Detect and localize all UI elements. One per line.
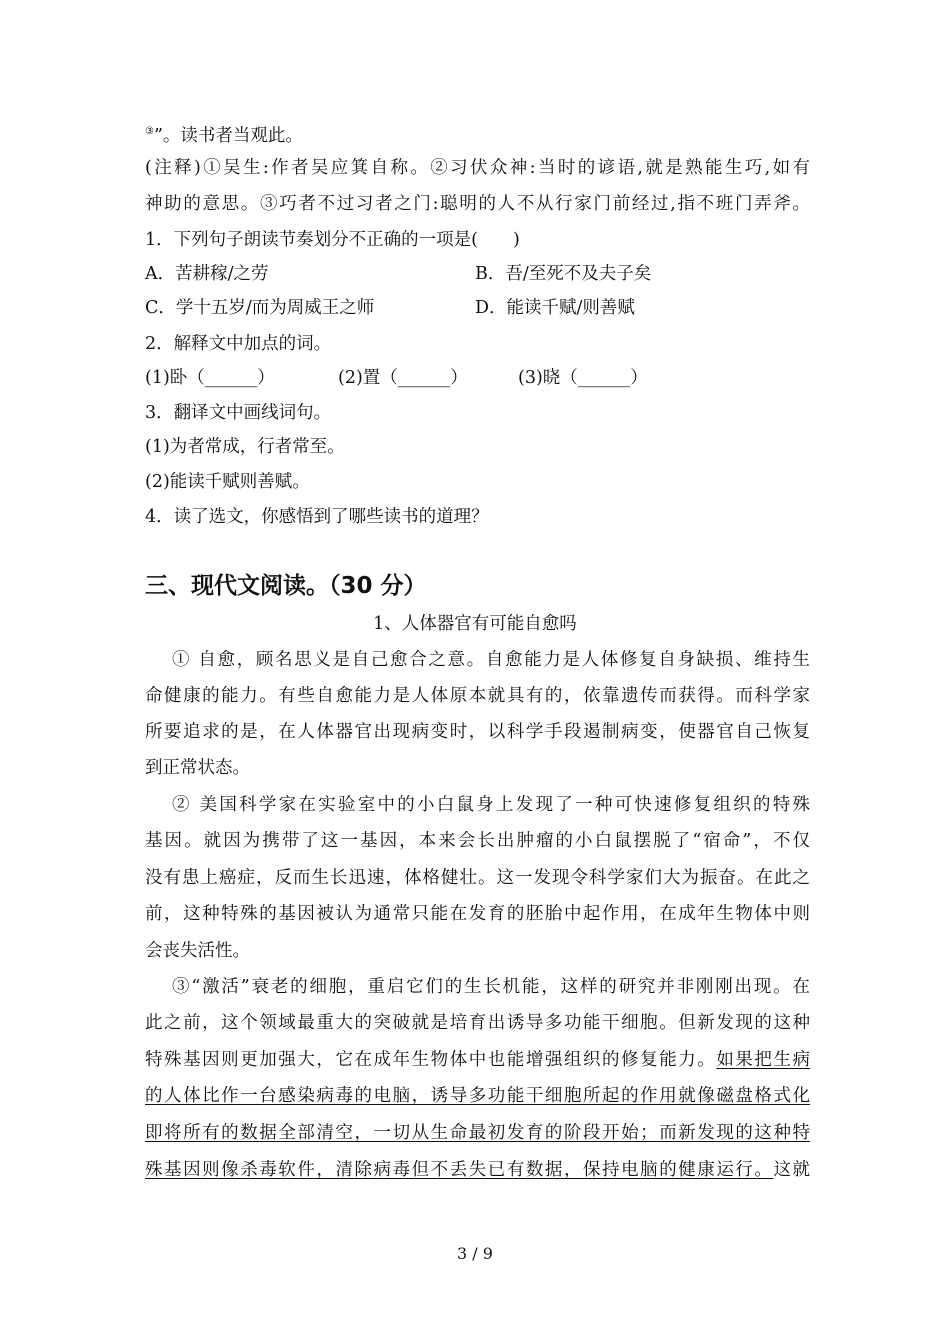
paragraph-3-line-6	[145, 1158, 810, 1182]
question-2-words	[145, 366, 810, 390]
underlined-sentence-part-3: 即将所有的数据全部清空，一切从生命最初发育的阶段开始；而新发现的这种特	[145, 1123, 810, 1143]
notes-line-2: 神助的意思。③巧者不过习者之门:聪明的人不从行家门前经过,指不班门弄斧。	[145, 194, 810, 214]
option-c: C．学十五岁/而为周威王之师	[145, 298, 375, 318]
question-1-stem: 1．下列句子朗读节奏划分不正确的一项是( )	[145, 230, 520, 250]
word-2-blank: (2)置（______）	[338, 368, 468, 388]
paragraph-1-line-2: 命健康的能力。有些自愈能力是人体原本就具有的，依靠遗传而获得。而科学家	[145, 686, 810, 706]
notes-line-1: (注释)①吴生:作者吴应箕自称。②习伏众神:当时的谚语,就是熟能生巧,如有	[145, 158, 810, 178]
paragraph-3-line-3	[145, 1048, 810, 1072]
passage-tail-line	[145, 120, 810, 148]
paragraph-3-line-5	[145, 1121, 810, 1145]
question-3-sentence-2: (2)能读千赋则善赋。	[145, 472, 310, 492]
option-d: D．能读千赋/则善赋	[475, 298, 635, 318]
footnote-mark: ③	[145, 126, 154, 137]
paragraph-2-line-3: 没有患上癌症，反而生长迅速，体格健壮。这一发现令科学家们大为振奋。在此之	[145, 868, 810, 888]
paragraph-1-line-3: 所要追求的是，在人体器官出现病变时，以科学手段遏制病变，使器官自己恢复	[145, 722, 810, 742]
question-1-options-row-1	[145, 262, 810, 286]
section-heading: 三、现代文阅读。（30 分）	[145, 573, 427, 599]
paragraph-3-plain-text: 特殊基因则更加强大，它在成年生物体中也能增强组织的修复能力。	[145, 1050, 717, 1070]
word-3-blank: (3)晓（______）	[518, 368, 648, 388]
paragraph-2-line-4: 前，这种特殊的基因被认为通常只能在发育的胚胎中起作用，在成年生物体中则	[145, 904, 810, 924]
question-2-stem: 2．解释文中加点的词。	[145, 334, 332, 354]
question-3-sentence-1: (1)为者常成，行者常至。	[145, 437, 345, 457]
underlined-sentence-start: 如果把生病	[716, 1050, 811, 1070]
paragraph-3-line-2: 此之前，这个领域最重大的突破就是培育出诱导多功能干细胞。但新发现的这种	[145, 1013, 810, 1033]
paragraph-2-line-2: 基因。就因为携带了这一基因，本来会长出肿瘤的小白鼠摆脱了“宿命”，不仅	[145, 831, 810, 851]
question-4-stem: 4．读了选文，你感悟到了哪些读书的道理？	[145, 507, 489, 527]
paragraph-1-line-1: ① 自愈，顾名思义是自己愈合之意。自愈能力是人体修复自身缺损、维持生	[172, 650, 810, 670]
option-b: B．吾/至死不及夫子矣	[475, 264, 652, 284]
underlined-sentence-end: 殊基因则像杀毒软件，清除病毒但不丢失已有数据，保持电脑的健康运行。	[145, 1160, 774, 1180]
page-number: 3 / 9	[457, 1244, 493, 1263]
option-a: A．苦耕稼/之劳	[145, 264, 269, 284]
underlined-sentence-part-2: 的人体比作一台感染病毒的电脑，诱导多功能干细胞所起的作用就像磁盘格式化	[145, 1086, 810, 1106]
paragraph-2-line-1: ② 美国科学家在实验室中的小白鼠身上发现了一种可快速修复组织的特殊	[172, 795, 810, 815]
question-1-options-row-2	[145, 296, 810, 320]
question-3-stem: 3．翻译文中画线词句。	[145, 403, 332, 423]
article-title: 1、人体器官有可能自愈吗	[373, 614, 577, 634]
passage-tail-text: ”。读书者当观此。	[153, 126, 303, 146]
paragraph-3-continuation: 这就	[773, 1160, 811, 1180]
paragraph-3-line-1: ③“激活”衰老的细胞，重启它们的生长机能，这样的研究并非刚刚出现。在	[172, 977, 810, 997]
paragraph-1-line-4: 到正常状态。	[145, 758, 250, 778]
word-1-blank: (1)卧（______）	[145, 368, 275, 388]
paragraph-3-line-4	[145, 1084, 810, 1108]
paragraph-2-line-5: 会丧失活性。	[145, 941, 250, 961]
